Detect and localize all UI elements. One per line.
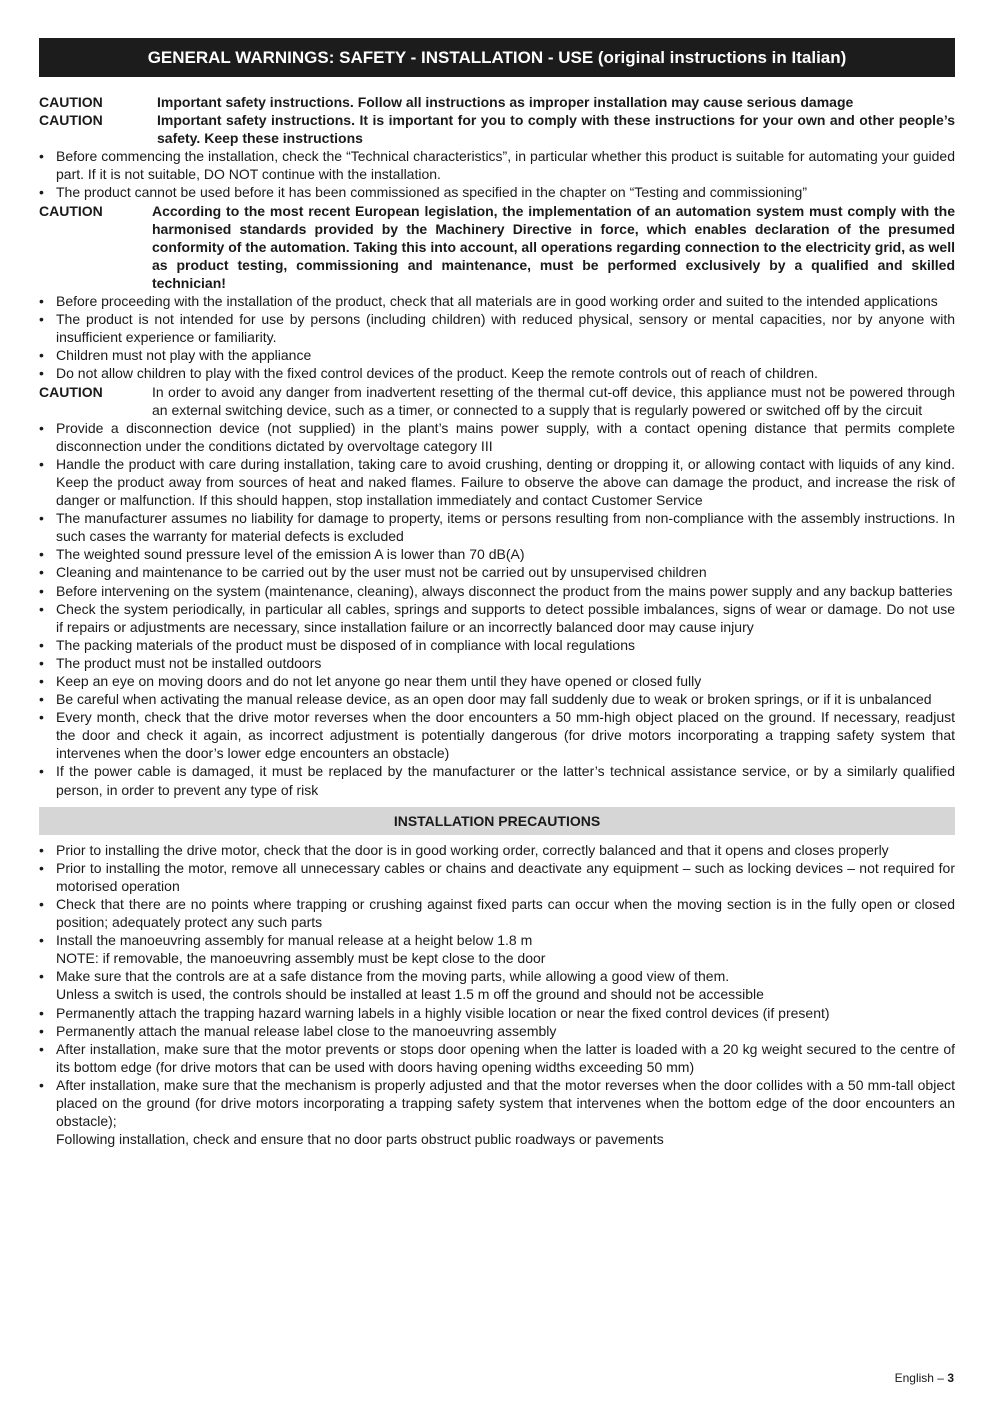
list-item	[39, 600, 955, 636]
bullet-icon: •	[39, 1022, 44, 1039]
list-item-text: Check that there are no points where trapping or crushing against fixed parts can occur when the moving section is in the fully open or closed position; adequately protect any such parts	[56, 895, 955, 931]
bullet-list	[39, 292, 955, 382]
bullet-icon: •	[39, 546, 44, 563]
list-item-text: Before proceeding with the installation of the product, check that all materials are in good working order and suited to the intended applications	[56, 293, 938, 310]
list-item-text: After installation, make sure that the mechanism is properly adjusted and that the motor reverses when the door collides with a 50 mm-tall object placed on the ground (for drive motors incorporating a trapping safety system that intervenes when the bottom edge of the door encounters an obstacle);	[56, 1076, 955, 1130]
list-item	[39, 310, 955, 346]
bullet-list	[39, 841, 955, 1149]
bullet-icon: •	[39, 841, 44, 858]
list-item	[39, 509, 955, 545]
bullet-icon: •	[39, 636, 44, 653]
bullet-icon: •	[39, 859, 44, 876]
footer-language: English –	[894, 1371, 944, 1385]
list-item	[39, 672, 955, 690]
list-item	[39, 1076, 955, 1130]
list-item-note: NOTE: if removable, the manoeuvring assembly must be kept close to the door	[56, 950, 546, 967]
caution-block	[39, 202, 955, 292]
list-item	[39, 654, 955, 672]
caution-label: CAUTION	[39, 202, 103, 219]
bullet-icon: •	[39, 184, 44, 201]
caution-text: In order to avoid any danger from inadvertent resetting of the thermal cut-off device, this appliance must not be powered through an external switching device, such as a timer, or connected to a supply that is regularly powered or switched off by the circuit	[152, 383, 955, 418]
bullet-icon: •	[39, 1040, 44, 1057]
caution-label: CAUTION	[39, 94, 103, 110]
bullet-icon: •	[39, 1004, 44, 1021]
bullet-icon: •	[39, 347, 44, 364]
list-item-note: Unless a switch is used, the controls should be installed at least 1.5 m off the ground and should not be accessible	[56, 986, 764, 1003]
list-item	[39, 419, 955, 455]
list-item	[39, 967, 955, 985]
section-heading: INSTALLATION PRECAUTIONS	[39, 807, 955, 835]
bullet-icon: •	[39, 763, 44, 780]
bullet-icon: •	[39, 709, 44, 726]
list-item-text: Permanently attach the manual release label close to the manoeuvring assembly	[56, 1022, 557, 1039]
bullet-icon: •	[39, 510, 44, 527]
list-item	[39, 841, 955, 859]
bullet-icon: •	[39, 932, 44, 949]
list-item	[39, 895, 955, 931]
list-item-text: Children must not play with the appliance	[56, 347, 312, 364]
bullet-icon: •	[39, 654, 44, 671]
bullet-list	[39, 419, 955, 799]
bullet-icon: •	[39, 455, 44, 472]
list-item-text: Keep an eye on moving doors and do not let anyone go near them until they have opened or closed fully	[56, 673, 702, 689]
list-item	[39, 455, 955, 509]
bullet-icon: •	[39, 673, 44, 689]
list-item-text: The manufacturer assumes no liability for damage to property, items or persons resulting from non-compliance with the assembly instructions. In such cases the warranty for material defects is excluded	[56, 510, 955, 545]
list-item-text: The weighted sound pressure level of the emission A is lower than 70 dB(A)	[56, 546, 525, 563]
list-item	[39, 762, 955, 798]
list-item-text: The product cannot be used before it has been commissioned as specified in the chapter on “Testing and commissioning”	[56, 184, 807, 201]
list-item-text: Every month, check that the drive motor reverses when the door encounters a 50 mm-high object placed on the ground. If necessary, readjust the door and check it again, as incorrect adjustment is potentially dangerous (for drive motors incorporating a trapping safety system that intervenes when the door’s lower edge encounters an obstacle)	[56, 709, 955, 762]
bullet-icon: •	[39, 148, 44, 165]
list-item	[39, 708, 955, 762]
caution-block	[39, 111, 955, 147]
list-item-text: Provide a disconnection device (not supplied) in the plant’s mains power supply, with a contact opening distance that permits complete disconnection under the conditions dictated by overvoltage category III	[56, 419, 955, 454]
list-item	[39, 582, 955, 600]
bullet-icon: •	[39, 311, 44, 328]
list-item	[39, 1040, 955, 1076]
caution-text: According to the most recent European legislation, the implementation of an automation system must comply with the harmonised standards provided by the Machinery Directive in force, which enables declaration of the presumed conformity of the automation. Taking this into account, all operations regarding connection to the electricity grid, as well as product testing, commissioning and maintenance, must be performed exclusively by a qualified and skilled technician!	[152, 202, 955, 291]
bullet-icon: •	[39, 419, 44, 436]
list-item	[39, 346, 955, 364]
list-item-text: The packing materials of the product must be disposed of in compliance with local regulations	[56, 636, 635, 653]
list-item-text: Permanently attach the trapping hazard warning labels in a highly visible location or near the fixed control devices (if present)	[56, 1004, 830, 1021]
caution-block	[39, 93, 955, 111]
list-item	[39, 1004, 955, 1022]
list-item-text: Before intervening on the system (maintenance, cleaning), always disconnect the product from the mains power supply and any backup batteries	[56, 582, 953, 599]
list-item-text: Cleaning and maintenance to be carried out by the user must not be carried out by unsupervised children	[56, 564, 707, 581]
list-item-text: Prior to installing the motor, remove all unnecessary cables or chains and deactivate any equipment – such as locking devices – not required for motorised operation	[56, 859, 955, 894]
list-item	[39, 563, 955, 581]
bullet-icon: •	[39, 293, 44, 310]
page-number: 3	[947, 1371, 954, 1385]
bullet-icon: •	[39, 365, 44, 382]
page-footer	[895, 1371, 954, 1385]
list-item	[39, 931, 955, 949]
caution-label: CAUTION	[39, 112, 103, 129]
document-page	[39, 38, 955, 1148]
bullet-icon: •	[39, 1076, 44, 1093]
list-item-text: Before commencing the installation, check the “Technical characteristics”, in particular whether this product is suitable for automating your guided part. If it is not suitable, DO NOT continue with the installation.	[56, 148, 955, 183]
bullet-icon: •	[39, 582, 44, 599]
list-item-text: Make sure that the controls are at a safe distance from the moving parts, while allowing a good view of them.	[56, 968, 730, 985]
list-item-text: The product must not be installed outdoors	[56, 654, 322, 671]
bullet-icon: •	[39, 968, 44, 985]
caution-block	[39, 383, 955, 419]
list-item	[39, 1022, 955, 1040]
list-item-text: Do not allow children to play with the fixed control devices of the product. Keep the remote controls out of reach of children.	[56, 365, 818, 382]
list-item	[39, 545, 955, 563]
list-item	[39, 183, 955, 201]
bullet-icon: •	[39, 895, 44, 912]
list-item	[39, 292, 955, 310]
list-item-text: Check the system periodically, in particular all cables, springs and supports to detect possible imbalances, signs of wear or damage. Do not use if repairs or adjustments are necessary, since installation failure or an incorrectly balanced door may cause injury	[56, 600, 955, 635]
bullet-icon: •	[39, 600, 44, 617]
list-item-note: Following installation, check and ensure that no door parts obstruct public roadways or pavements	[56, 1131, 664, 1148]
list-item-text: After installation, make sure that the motor prevents or stops door opening when the latter is loaded with a 20 kg weight secured to the centre of its bottom edge (for drive motors that can be used with doors having opening widths exceeding 50 mm)	[56, 1040, 955, 1075]
list-item-text: Handle the product with care during installation, taking care to avoid crushing, denting or dropping it, or allowing contact with liquids of any kind. Keep the product away from sources of heat and naked flames. Failure to observe the above can damage the product, and increase the risk of danger or malfunction. If this should happen, stop installation immediately and contact Customer Service	[56, 455, 955, 509]
list-item	[39, 364, 955, 382]
list-item	[39, 636, 955, 654]
bullet-list	[39, 147, 955, 201]
general-warnings-section	[39, 93, 955, 1148]
caution-text: Important safety instructions. It is important for you to comply with these instructions for your own and other people’s safety. Keep these instructions	[157, 112, 955, 147]
list-item-text: The product is not intended for use by persons (including children) with reduced physical, sensory or mental capacities, nor by anyone with insufficient experience or familiarity.	[56, 311, 955, 346]
list-item-text: If the power cable is damaged, it must be replaced by the manufacturer or the latter’s technical assistance service, or by a similarly qualified person, in order to prevent any type of risk	[56, 763, 955, 798]
page-title: GENERAL WARNINGS: SAFETY - INSTALLATION - USE (original instructions in Italian)	[39, 38, 955, 77]
list-item	[39, 690, 955, 708]
caution-label: CAUTION	[39, 383, 103, 400]
list-item	[39, 859, 955, 895]
caution-text: Important safety instructions. Follow all instructions as improper installation may cause serious damage	[157, 94, 854, 110]
list-item-text: Prior to installing the drive motor, check that the door is in good working order, correctly balanced and that it opens and closes properly	[56, 841, 889, 858]
bullet-icon: •	[39, 564, 44, 581]
list-item-text: Install the manoeuvring assembly for manual release at a height below 1.8 m	[56, 932, 533, 949]
list-item-text: Be careful when activating the manual release device, as an open door may fall suddenly due to weak or broken springs, or if it is unbalanced	[56, 691, 932, 708]
bullet-icon: •	[39, 691, 44, 708]
list-item	[39, 147, 955, 183]
